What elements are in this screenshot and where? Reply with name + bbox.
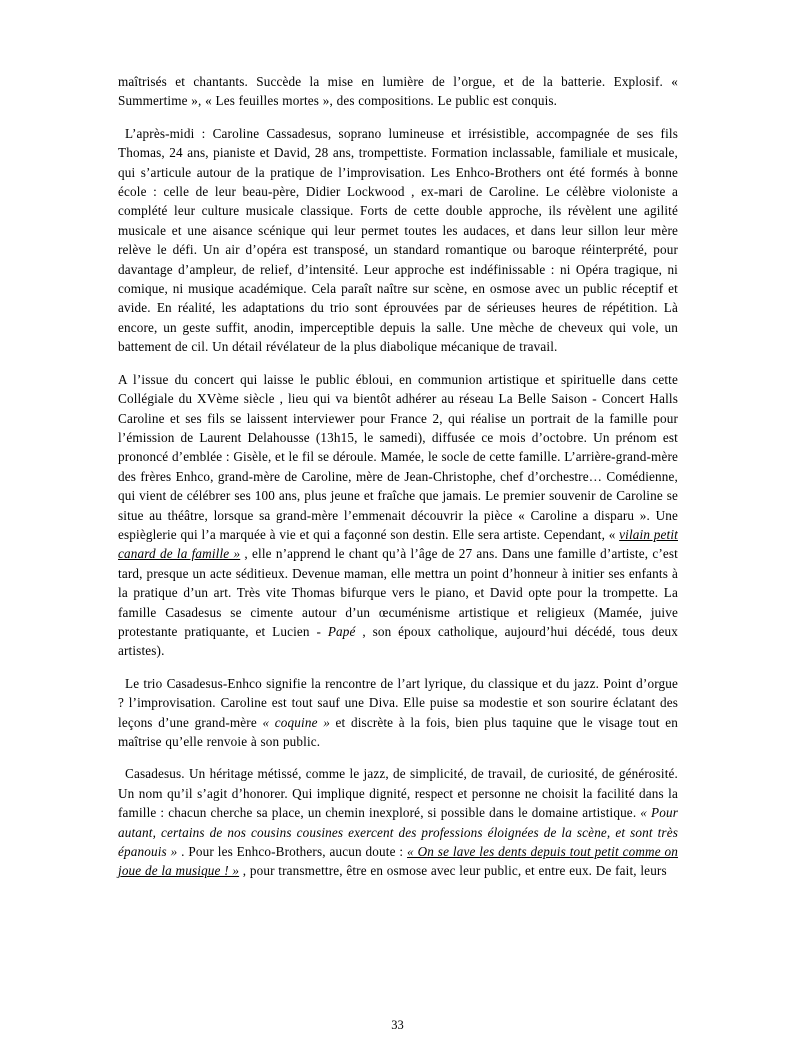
quote-on-se-lave-les-dents: « On se lave les dents depuis tout petit comme on joue de la musique ! » (118, 844, 678, 879)
paragraph-4 (118, 674, 678, 752)
paragraph-2 (118, 124, 678, 357)
text-run: L’après-midi : Caroline Cassadesus, soprano lumineuse et irrésistible, accompagnée de ses fils Thomas, 24 ans, pianiste et David, 28 ans, trompettiste. Formation inclassable, familiale et musicale, qui s’articule autour de la pratique de l’improvisation. Les Enhco-Brothers ont été formés à bonne école : celle de leur beau-père, Didier Lockwood , ex-mari de Caroline. Le célèbre violoniste a complété leur culture musicale classique. Forts de cette double approche, ils révèlent une agilité musicale et une aisance scénique qui leur permet toutes les audaces, et dans leur sillon leur mère relève le défi. Un air d’opéra est transposé, un standard romantique ou baroque réinterprété, pour davantage d’ampleur, de relief, d’intensité. Leur approche est indéfinissable : ni Opéra tragique, ni comique, ni musique académique. Cela paraît naître sur scène, en osmose avec un public réceptif et avide. En réalité, les adaptations du trio sont éprouvées par de sérieuses heures de répétition. Là encore, un geste suffit, anodin, imperceptible depuis la salle. Une mèche de cheveux qui vole, un battement de cil. Un détail révélateur de la plus diabolique mécanique de travail. (118, 125, 678, 355)
page-body (118, 72, 678, 894)
text-run: et discrète à la fois, bien plus taquine que le visage tout en maîtrise qu’elle renvoie à son public. (118, 714, 678, 749)
text-run: , son époux catholique, aujourd’hui décédé, tous deux artistes). (118, 623, 678, 659)
text-run: A l’issue du concert qui laisse le public ébloui, en communion artistique et spirituelle dans cette Collégiale du XVème siècle , lieu qui va bientôt adhérer au réseau La Belle Saison - Concert Halls Caroline et ses fils se laissent interviewer pour France 2, qui réalise un portrait de la famille pour l’émission de Laurent Delahousse (13h15, le samedi), diffusée ce mois d’octobre. Un prénom est prononcé d’emblée : Gisèle, et le fil se déroule. Mamée, le socle de cette famille. L’arrière-grand-mère des frères Enhco, grand-mère de Caroline, mère de Jean-Christophe, chef d’orchestre… Comédienne, qui vient de célébrer ses 100 ans, plus jeune et fraîche que jamais. Le premier souvenir de Caroline se situe au théâtre, lorsque sa grand-mère l’emmenait découvrir la pièce « Caroline a disparu ». Une espièglerie qui l’a marquée à vie et qui a façonné son destin. Elle sera artiste. Cependant, « (118, 371, 678, 542)
page-number: 33 (391, 1018, 404, 1032)
quote-coquine: « coquine » (262, 714, 330, 730)
text-run: . Pour les Enhco-Brothers, aucun doute : (177, 844, 408, 860)
text-run: , elle n’apprend le chant qu’à l’âge de 27 ans. Dans une famille d’artiste, c’est tard, presque un acte séditieux. Devenue maman, elle mettra un point d’honneur à initier ses enfants à la pratique d’un art. Très vite Thomas bifurque vers le piano, et David opte pour la trompette. La famille Casadesus se cimente autour d’un œcuménisme artistique et religieux (Mamée, juive protestante pratiquante, et Lucien - (118, 546, 678, 639)
text-run: maîtrisés et chantants. Succède la mise en lumière de l’orgue, et de la batterie. Explosif. « Summertime », « Les feuilles mortes », des compositions. Le public est conquis. (118, 74, 678, 109)
word-pape: Papé (327, 623, 356, 639)
text-run: , pour transmettre, être en osmose avec leur public, et entre eux. De fait, leurs (239, 863, 667, 879)
paragraph-5 (118, 764, 678, 880)
quote-vilain-petit-canard: vilain petit canard de la famille » (118, 526, 678, 562)
text-run: Casadesus. Un héritage métissé, comme le jazz, de simplicité, de travail, de curiosité, de générosité. Un nom qu’il s’agit d’honorer. Qui implique dignité, respect et personne ne choisit la facilité dans la famille : chacun cherche sa place, un chemin inexploré, si possible dans le domaine artistique. (118, 766, 678, 821)
quote-pour-autant: « Pour autant, certains de nos cousins cousines exercent des professions éloignées de la scène, et sont très épanouis » (118, 805, 678, 860)
paragraph-3 (118, 370, 678, 661)
text-run: Le trio Casadesus-Enhco signifie la rencontre de l’art lyrique, du classique et du jazz. Point d’orgue ? l’improvisation. Caroline est tout sauf une Diva. Elle puise sa modestie et son sourire éclatant des leçons d’une grand-mère (118, 675, 678, 730)
paragraph-1 (118, 72, 678, 111)
